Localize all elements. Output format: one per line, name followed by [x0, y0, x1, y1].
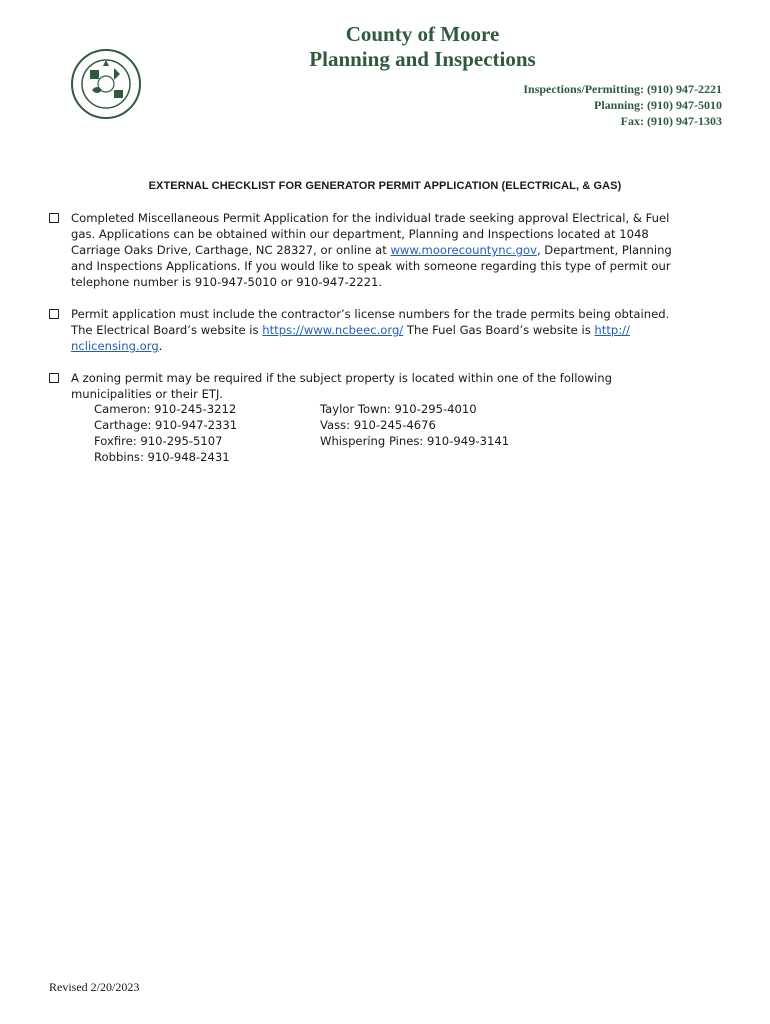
municipality-taylor-town: Taylor Town: 910-295-4010 — [320, 402, 477, 416]
municipality-cameron: Cameron: 910-245-3212 — [94, 402, 237, 416]
municipality-list-right — [320, 401, 509, 449]
department-name: Planning and Inspections — [309, 47, 536, 71]
municipality-carthage: Carthage: 910-947-2331 — [94, 418, 238, 432]
contact-block — [523, 81, 722, 129]
contact-fax: Fax: (910) 947-1303 — [620, 114, 722, 128]
municipality-foxfire: Foxfire: 910-295-5107 — [94, 434, 223, 448]
fuel-gas-board-link[interactable]: http:// — [594, 323, 630, 337]
municipality-vass: Vass: 910-245-4676 — [320, 418, 436, 432]
org-name: County of Moore — [345, 22, 500, 46]
municipality-list-left — [94, 401, 237, 465]
checkbox[interactable] — [49, 213, 59, 223]
fuel-gas-board-link-cont[interactable]: nclicensing.org — [71, 339, 159, 353]
checkbox[interactable] — [49, 373, 59, 383]
checklist-heading: EXTERNAL CHECKLIST FOR GENERATOR PERMIT APPLICATION (ELECTRICAL, & GAS) — [148, 180, 622, 192]
contact-planning: Planning: (910) 947-5010 — [593, 98, 722, 112]
municipality-robbins: Robbins: 910-948-2431 — [94, 450, 230, 464]
checklist-item-1: Completed Miscellaneous Permit Application for the individual trade seeking approval Electrical, & Fuel gas. Applications can be obtained within our department, Planning and Inspections located at 1048 Carriage Oaks Drive, Carthage, NC 28327, or online at www.moorecountync.gov, Department, Planning and Inspections Applications. If you would like to speak with someone regarding this type of permit our telephone number is 910-947-5010 or 910-947-2221. — [49, 210, 719, 290]
revision-date: Revised 2/20/2023 — [49, 980, 140, 994]
contact-inspections: Inspections/Permitting: (910) 947-2221 — [523, 82, 722, 96]
county-website-link[interactable]: www.moorecountync.gov — [390, 243, 537, 257]
municipality-whispering-pines: Whispering Pines: 910-949-3141 — [320, 434, 510, 448]
electrical-board-link[interactable]: https://www.ncbeec.org/ — [262, 323, 404, 337]
checklist-item-3: A zoning permit may be required if the subject property is located within one of the following municipalities or their ETJ. — [49, 370, 719, 402]
checkbox[interactable] — [49, 309, 59, 319]
checklist-item-2: Permit application must include the contractor’s license numbers for the trade permits being obtained. The Electrical Board’s website is https://www.ncbeec.org/ The Fuel Gas Board’s website is http:// nclicensing.org. — [49, 306, 719, 354]
